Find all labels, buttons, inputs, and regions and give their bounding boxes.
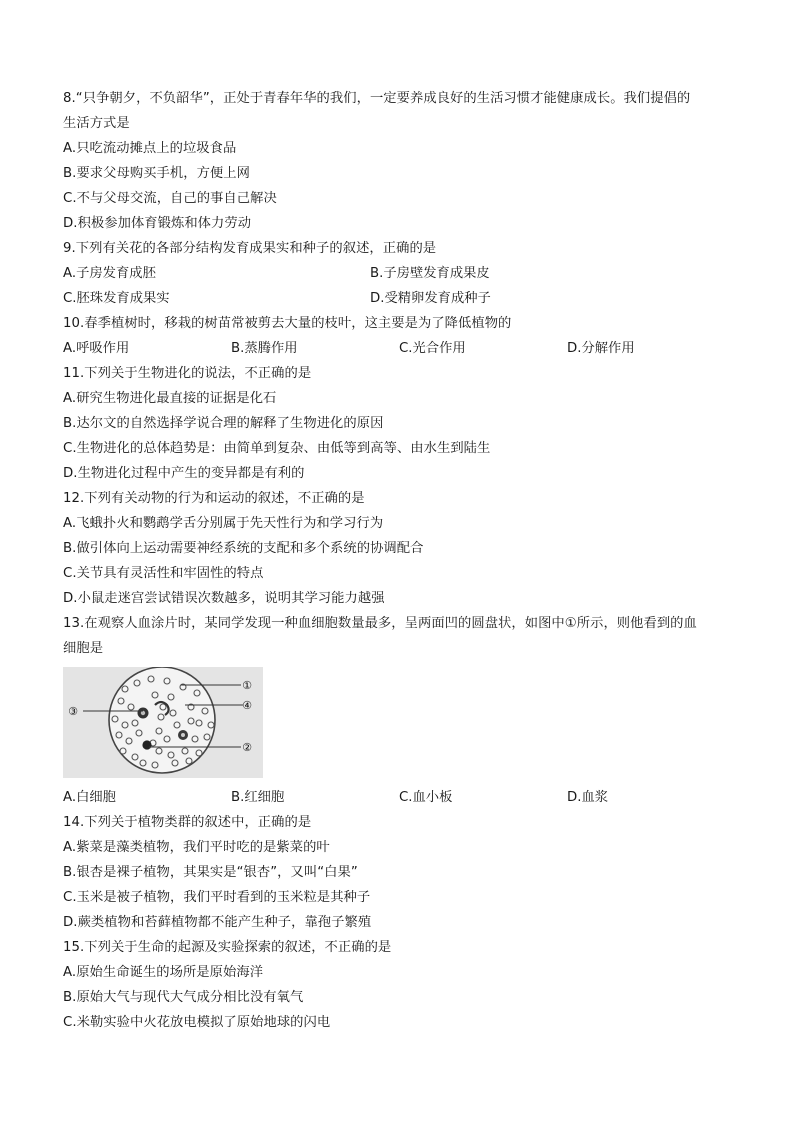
q13-option-b: B.红细胞 <box>231 790 285 805</box>
q14-option-d: D.蕨类植物和苔藓植物都不能产生种子，靠孢子繁殖 <box>63 915 372 930</box>
q11-option-c: C.生物进化的总体趋势是：由简单到复杂、由低等到高等、由水生到陆生 <box>63 441 491 456</box>
q13-option-d: D.血浆 <box>567 790 609 805</box>
red-blood-cell <box>128 704 134 710</box>
blood-smear-diagram <box>63 667 263 778</box>
q10-stem: 10.春季植树时，移栽的树苗常被剪去大量的枝叶，这主要是为了降低植物的 <box>63 316 512 331</box>
red-blood-cell <box>160 704 166 710</box>
red-blood-cell <box>126 738 132 744</box>
red-blood-cell <box>174 722 180 728</box>
q9-option-a: A.子房发育成胚 <box>63 266 156 281</box>
blood-smear-figure <box>63 667 263 778</box>
q8-option-b: B.要求父母购买手机，方便上网 <box>63 166 250 181</box>
label-1: ① <box>242 679 252 692</box>
q8-option-c: C.不与父母交流，自己的事自己解决 <box>63 191 277 206</box>
label-4: ④ <box>242 699 252 712</box>
white-blood-cell <box>142 740 151 749</box>
q8-option-d: D.积极参加体育锻炼和体力劳动 <box>63 216 252 231</box>
red-blood-cell <box>148 676 154 682</box>
q12-option-c: C.关节具有灵活性和牢固性的特点 <box>63 566 264 581</box>
red-blood-cell <box>122 722 128 728</box>
label-2: ② <box>242 741 252 754</box>
red-blood-cell <box>112 716 118 722</box>
q11-option-a: A.研究生物进化最直接的证据是化石 <box>63 391 277 406</box>
q12-option-d: D.小鼠走迷宫尝试错误次数越多，说明其学习能力越强 <box>63 591 385 606</box>
red-blood-cell <box>182 748 188 754</box>
red-blood-cell <box>156 728 162 734</box>
q10-option-a: A.呼吸作用 <box>63 341 130 356</box>
red-blood-cell <box>164 678 170 684</box>
red-blood-cell <box>132 720 138 726</box>
red-blood-cell <box>168 694 174 700</box>
q15-option-b: B.原始大气与现代大气成分相比没有氧气 <box>63 990 304 1005</box>
red-blood-cell <box>132 754 138 760</box>
red-blood-cell <box>192 736 198 742</box>
red-blood-cell <box>156 748 162 754</box>
red-blood-cell <box>194 690 200 696</box>
q14-option-b: B.银杏是裸子植物，其果实是“银杏”，又叫“白果” <box>63 865 358 880</box>
q9-stem: 9.下列有关花的各部分结构发育成果实和种子的叙述，正确的是 <box>63 241 437 256</box>
red-blood-cell <box>140 760 146 766</box>
red-blood-cell <box>134 680 140 686</box>
q11-stem: 11.下列关于生物进化的说法，不正确的是 <box>63 366 312 381</box>
q15-option-a: A.原始生命诞生的场所是原始海洋 <box>63 965 264 980</box>
q9-option-b: B.子房壁发育成果皮 <box>370 266 490 281</box>
q11-option-b: B.达尔文的自然选择学说合理的解释了生物进化的原因 <box>63 416 384 431</box>
q8-stem-line1: 8.“只争朝夕，不负韶华”，正处于青春年华的我们，一定要养成良好的生活习惯才能健康成长。我们提倡的 <box>63 91 691 106</box>
red-blood-cell <box>152 762 158 768</box>
red-blood-cell <box>170 710 176 716</box>
red-blood-cell <box>164 736 170 742</box>
q12-option-b: B.做引体向上运动需要神经系统的支配和多个系统的协调配合 <box>63 541 424 556</box>
q14-stem: 14.下列关于植物类群的叙述中，正确的是 <box>63 815 312 830</box>
q10-option-d: D.分解作用 <box>567 341 635 356</box>
red-blood-cell <box>152 692 158 698</box>
red-blood-cell <box>202 708 208 714</box>
q9-option-d: D.受精卵发育成种子 <box>370 291 491 306</box>
q13-option-c: C.血小板 <box>399 790 453 805</box>
q13-stem-line1: 13.在观察人血涂片时，某同学发现一种血细胞数量最多，呈两面凹的圆盘状，如图中①所示，则他看到的血 <box>63 616 697 631</box>
red-blood-cell <box>204 734 210 740</box>
red-blood-cell <box>168 752 174 758</box>
red-blood-cell <box>122 686 128 692</box>
q8-stem-line2: 生活方式是 <box>63 116 130 131</box>
q8-option-a: A.只吃流动摊点上的垃圾食品 <box>63 141 237 156</box>
q13-option-a: A.白细胞 <box>63 790 116 805</box>
red-blood-cell <box>196 750 202 756</box>
red-blood-cell <box>188 718 194 724</box>
q15-option-c: C.米勒实验中火花放电模拟了原始地球的闪电 <box>63 1015 331 1030</box>
red-blood-cell <box>208 722 214 728</box>
q10-option-b: B.蒸腾作用 <box>231 341 298 356</box>
red-blood-cell <box>120 748 126 754</box>
q13-stem-line2: 细胞是 <box>63 641 104 656</box>
red-blood-cell <box>172 760 178 766</box>
label-3: ③ <box>68 705 78 718</box>
red-blood-cell <box>118 698 124 704</box>
q10-option-c: C.光合作用 <box>399 341 466 356</box>
red-blood-cell <box>116 732 122 738</box>
q9-option-c: C.胚珠发育成果实 <box>63 291 170 306</box>
red-blood-cell <box>136 730 142 736</box>
q12-option-a: A.飞蛾扑火和鹦鹉学舌分别属于先天性行为和学习行为 <box>63 516 384 531</box>
q15-stem: 15.下列关于生命的起源及实验探索的叙述，不正确的是 <box>63 940 392 955</box>
red-blood-cell <box>186 758 192 764</box>
q11-option-d: D.生物进化过程中产生的变异都是有利的 <box>63 466 305 481</box>
q14-option-a: A.紫菜是藻类植物，我们平时吃的是紫菜的叶 <box>63 840 330 855</box>
red-blood-cell <box>158 714 164 720</box>
red-blood-cell <box>196 720 202 726</box>
q12-stem: 12.下列有关动物的行为和运动的叙述，不正确的是 <box>63 491 365 506</box>
q14-option-c: C.玉米是被子植物，我们平时看到的玉米粒是其种子 <box>63 890 371 905</box>
